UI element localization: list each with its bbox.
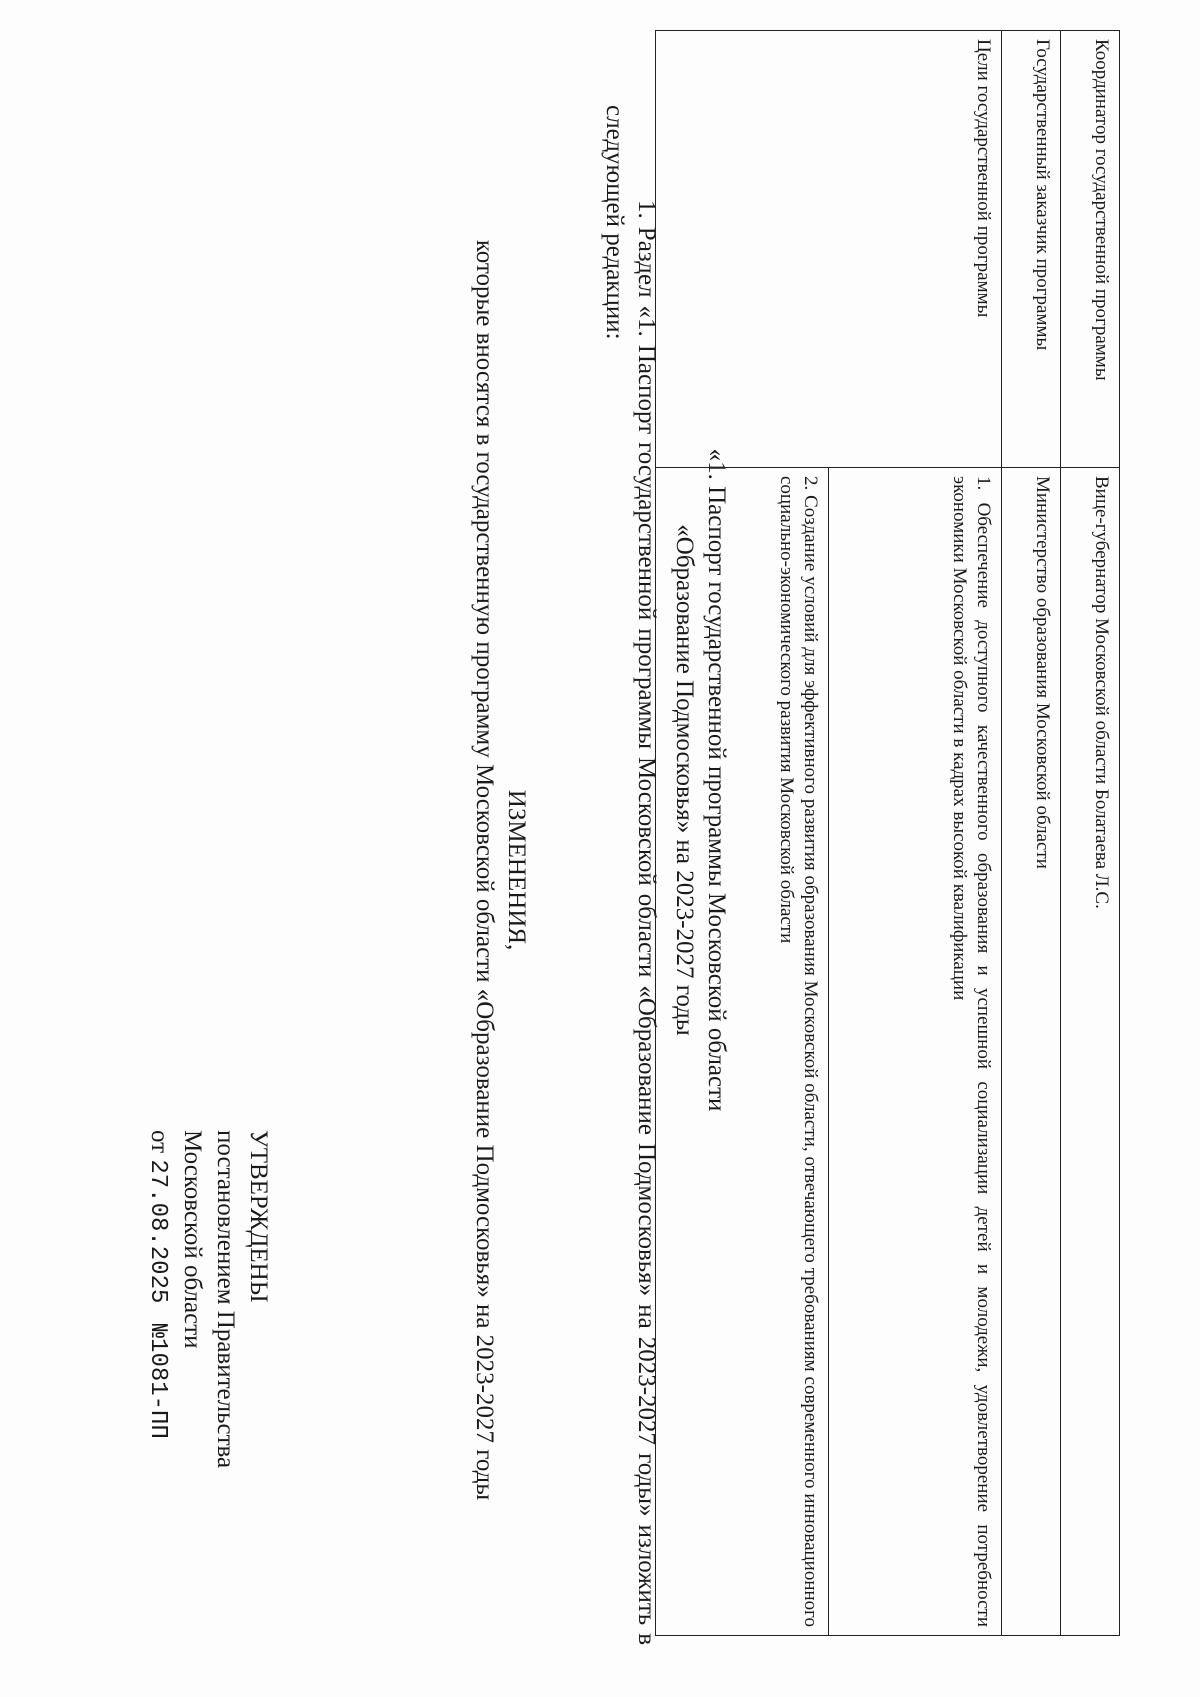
- approval-title: УТВЕРЖДЕНЫ: [245, 1130, 272, 1303]
- table-row: [1002, 31, 1061, 1636]
- table-row: [1061, 31, 1120, 1636]
- approval-date-prefix: от: [146, 1130, 173, 1154]
- table-value-goal-1: 1. Обеспечение доступного качественного образования и успешной социализации детей и молодежи, удовлетворение потребности экономики Московской области в кадрах высокой квалификации: [829, 468, 1002, 1636]
- table-value: Вице-губернатор Московской области Болатаева Л.С.: [1061, 468, 1120, 1636]
- section-heading-line-1: «1. Паспорт государственной программы Московской области: [703, 448, 730, 1112]
- approval-number: №1081-ПП: [144, 1323, 171, 1439]
- table-row: [829, 31, 1002, 1636]
- table-label: Государственный заказчик программы: [1002, 31, 1061, 468]
- table-label: Координатор государственной программы: [1061, 31, 1120, 468]
- table-label-goals: Цели государственной программы: [656, 31, 1002, 468]
- approval-date: 27.08.2025: [144, 1159, 171, 1304]
- passport-table: [655, 30, 1120, 1636]
- document-subtitle: которые вносятся в государственную программу Московской области «Образование Подмосковья» на 2023-2027 годы: [471, 239, 498, 1501]
- approval-stamp: [141, 1130, 275, 1650]
- approval-line-1: постановлением Правительства: [212, 1130, 239, 1469]
- document-title: ИЗМЕНЕНИЯ,: [503, 789, 530, 951]
- table-value-goal-2: 2. Создание условий для эффективного развития образования Московской области, отвечающего требованиям современного инновационного социально-экономического развития Московской области: [656, 468, 829, 1636]
- approval-date-line: [141, 1130, 176, 1650]
- document-heading: [468, 100, 532, 1640]
- table-value: Министерство образования Московской области: [1002, 468, 1061, 1636]
- approval-line-2: Московской области: [179, 1130, 206, 1349]
- section-heading-line-2: «Образование Подмосковья» на 2023-2027 годы: [671, 524, 698, 1036]
- amendment-paragraph: 1. Раздел «1. Паспорт государственной программы Московской области «Образование Подмосковья» на 2023-2027 годы» изложить в следующей редакции:: [601, 105, 660, 1645]
